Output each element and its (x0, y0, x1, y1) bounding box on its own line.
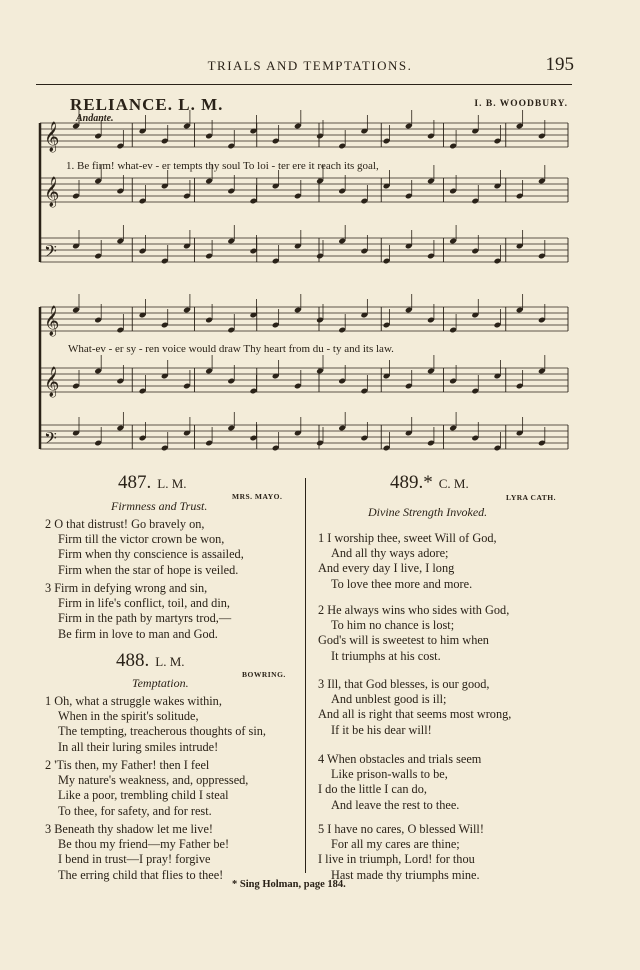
treble-clef-icon: 𝄞 (44, 177, 60, 207)
hymn-subtitle: Divine Strength Invoked. (368, 505, 488, 519)
stanza: 3 Firm in defying wrong and sin, Firm in life's conflict, toil, and din, Firm in the path by martyrs trod,— Be firm in love to man and God. (45, 581, 232, 641)
lyric-line-2: What-ev - er sy - ren voice would draw Thy heart from du - ty and its law. (68, 343, 394, 355)
lyric-line-1: 1. Be firm! what-ev - er tempts thy soul To loi - ter ere it reach its goal, (66, 160, 379, 172)
treble-clef-icon: 𝄞 (44, 122, 60, 152)
hymn-number-489: 489.* C. M. (390, 472, 469, 493)
stanza: 4 When obstacles and trials seem Like prison-walls to be, I do the little I can do, And leave the rest to thee. (318, 752, 482, 812)
music-score (0, 0, 640, 460)
stanza: 1 Oh, what a struggle wakes within, When in the spirit's solitude, The tempting, treacherous thoughts of sin, In all their luring smiles intrude! (45, 694, 266, 754)
hymn-author: BOWRING. (242, 670, 286, 679)
treble-clef-icon: 𝄞 (44, 306, 60, 336)
page-number: 195 (545, 54, 574, 75)
stanza: 2 O that distrust! Go bravely on, Firm till the victor crown be won, Firm when thy conscience is assailed, Firm when the star of hope is veiled. (45, 517, 244, 577)
hymn-author: MRS. MAYO. (232, 492, 283, 501)
bass-clef-icon: 𝄢 (44, 428, 57, 452)
stanza: 1 I worship thee, sweet Will of God, And all thy ways adore; And every day I live, I long To love thee more and more. (318, 531, 497, 591)
tune-composer: I. B. WOODBURY. (474, 99, 568, 109)
hymn-subtitle: Temptation. (132, 676, 189, 690)
column-divider (305, 478, 306, 873)
tempo-marking: Andante. (76, 113, 114, 124)
hymn-subtitle: Firmness and Trust. (111, 499, 208, 513)
stanza: 2 'Tis then, my Father! then I feel My nature's weakness, and, oppressed, Like a poor, trembling child I steal To thee, for safety, and for rest. (45, 758, 249, 818)
stanza: 5 I have no cares, O blessed Will! For all my cares are thine; I live in triumph, Lord! for thou Hast made thy triumphs mine. (318, 822, 484, 882)
running-title: TRIALS AND TEMPTATIONS. (207, 58, 413, 73)
tune-title: RELIANCE. L. M. (70, 95, 224, 114)
bass-clef-icon: 𝄢 (44, 241, 57, 265)
footnote: * Sing Holman, page 184. (232, 879, 346, 890)
hymn-number-488: 488. L. M. (116, 650, 185, 671)
hymn-author: LYRA CATH. (506, 493, 557, 502)
stanza: 2 He always wins who sides with God, To him no chance is lost; God's will is sweetest to him when It triumphs at his cost. (318, 603, 510, 663)
treble-clef-icon: 𝄞 (44, 367, 60, 397)
stanza: 3 Beneath thy shadow let me live! Be thou my friend—my Father be! I bend in trust—I pray! forgive The erring child that flies to thee! (45, 822, 230, 882)
hymn-number-487: 487. L. M. (118, 472, 187, 493)
stanza: 3 Ill, that God blesses, is our good, And unblest good is ill; And all is right that seems most wrong, If it be his dear will! (318, 677, 512, 737)
